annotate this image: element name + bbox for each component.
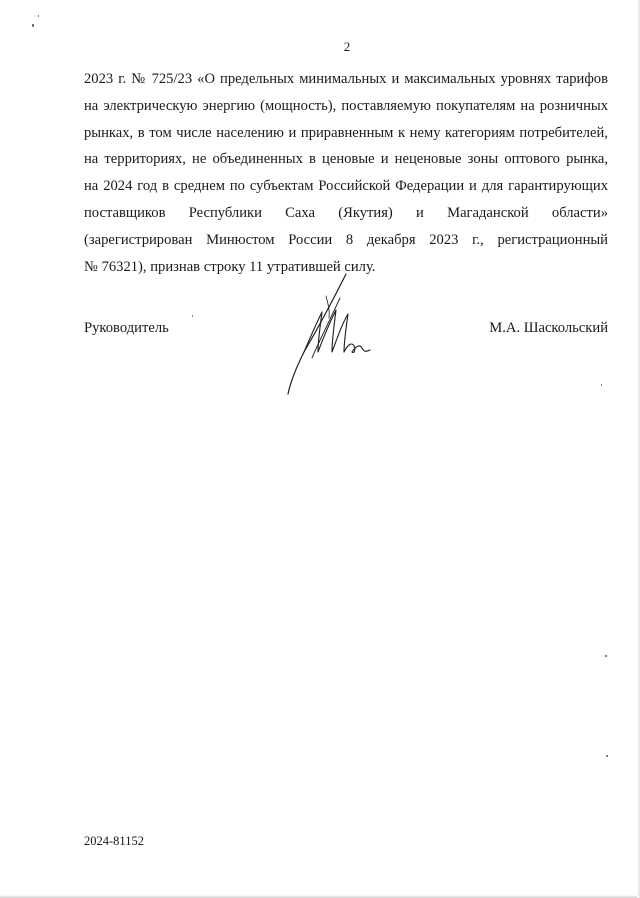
- scan-artifact: [606, 755, 608, 757]
- signatory-name: М.А. Шаскольский: [489, 320, 608, 336]
- body-line: 2023 г. № 725/23 «О предельных минимальных и максимальных уровнях тарифов: [84, 71, 608, 87]
- body-line: на 2024 год в среднем по субъектам Российской Федерации и для гарантирующих: [84, 178, 608, 195]
- scan-artifact: [192, 315, 193, 317]
- signatory-role: Руководитель: [84, 320, 169, 336]
- body-line: (зарегистрирован Минюстом России 8 декабря 2023 г., регистрационный: [84, 231, 608, 248]
- body-line: № 76321), признав строку 11 утратившей силу.: [84, 258, 376, 275]
- page-number: 2: [343, 39, 351, 54]
- scan-artifact: [38, 15, 39, 17]
- body-line: на территориях, не объединенных в ценовые и неценовые зоны оптового рынка,: [84, 151, 608, 168]
- body-line: на электрическую энергию (мощность), поставляемую покупателям на розничных: [84, 97, 608, 114]
- body-line: рынках, в том числе населению и приравненным к нему категориям потребителей,: [84, 124, 608, 141]
- scan-artifact: [601, 384, 602, 386]
- body-paragraph: [84, 66, 608, 280]
- scan-artifact: [605, 655, 607, 657]
- scan-artifact: [32, 24, 34, 27]
- body-line: поставщиков Республики Саха (Якутия) и Магаданской области»: [84, 204, 608, 221]
- registration-number: 2024-81152: [84, 834, 144, 848]
- signature-block: [84, 320, 608, 350]
